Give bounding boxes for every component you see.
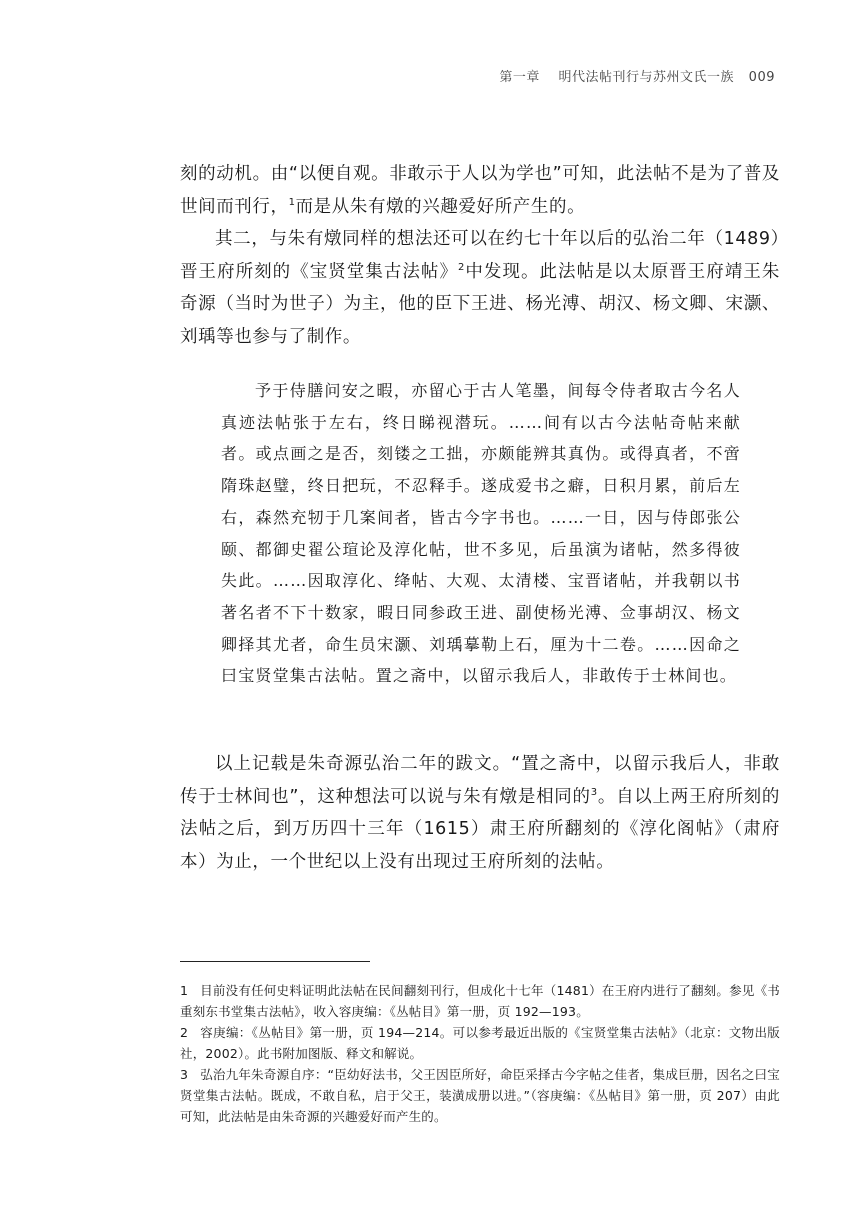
block-quote-text: 予于侍膳问安之暇，亦留心于古人笔墨，间每令侍者取古今名人真迹法帖张于左右，终日睇视潜玩。……间有以古今法帖奇帖来献者。或点画之是否，刻镂之工拙，亦颇能辨其真伪。或得真者，不啻隋珠赵璧，终日把玩，不忍释手。遂成爱书之癖，日积月累，前后左右，森然充牣于几案间者，皆古今字书也。……一日，因与侍郎张公颐、都御史翟公瑄论及淳化帖，世不多见，后虽演为诸帖，然多得彼失此。……因取淳化、绛帖、大观、太清楼、宝晋诸帖，并我朝以书著名者不下十数家，暇日同参政王进、副使杨光溥、佥事胡汉、杨文卿择其尤者，命生员宋灏、刘瑀摹勒上石，厘为十二卷。……因命之曰宝贤堂集古法帖。置之斋中，以留示我后人，非敢传于士林间也。 — [221, 381, 741, 686]
paragraph-2-text-a: 其二，与朱有燉同样的想法还可以在约七十年以后的弘治二年（1489）晋王府所刻的《宝贤堂集古法帖》 — [180, 229, 780, 282]
footnote-divider — [180, 961, 370, 962]
paragraph-2 — [180, 223, 780, 353]
page-number: 009 — [748, 70, 775, 85]
paragraph-3-text-a: 以上记载是朱奇源弘治二年的跋文。“置之斋中，以留示我后人，非敢传于士林间也”，这种想法可以说与朱有燉是相同的 — [180, 754, 780, 807]
footnote-3-text: 弘治九年朱奇源自序：“臣幼好法书，父王因臣所好，命臣采择古今字帖之佳者，集成巨册，因名之曰宝贤堂集古法帖。既成，不敢自私，启于父王，装潢成册以进。”（容庚编：《丛帖目》第一册，页 207）由此可知，此法帖是由朱奇源的兴趣爱好而产生的。 — [180, 1067, 780, 1124]
footnote-ref-2: 2 — [457, 261, 465, 273]
main-text — [180, 158, 780, 353]
footnote-1-number: 1 — [180, 983, 189, 998]
footnotes — [180, 980, 780, 1127]
paragraph-2-text-b: 中发现。此法帖是以太原晋王府靖王朱奇源（当时为世子）为主，他的臣下王进、杨光溥、胡汉、杨文卿、宋灏、刘瑀等也参与了制作。 — [180, 261, 780, 347]
footnote-1-text: 目前没有任何史料证明此法帖在民间翻刻刊行，但成化十七年（1481）在王府内进行了翻刻。参见《书重刻东书堂集古法帖》，收入容庚编：《丛帖目》第一册，页 192—193。 — [180, 983, 780, 1019]
footnote-ref-1: 1 — [288, 196, 296, 208]
chapter-label: 第一章 — [499, 70, 540, 85]
paragraph-1-text-b: 而是从朱有燉的兴趣爱好所产生的。 — [295, 196, 586, 217]
footnote-1 — [180, 980, 780, 1022]
chapter-title: 明代法帖刊行与苏州文氏一族 — [558, 70, 735, 85]
footnote-2 — [180, 1022, 780, 1064]
footnote-2-text: 容庚编：《丛帖目》第一册，页 194—214。可以参考最近出版的《宝贤堂集古法帖》（北京：文物出版社，2002）。此书附加图版、释文和解说。 — [180, 1025, 780, 1061]
paragraph-3-text-b: 。自以上两王府所刻的法帖之后，到万历四十三年（1615）肃王府所翻刻的《淳化阁帖》（肃府本）为止，一个世纪以上没有出现过王府所刻的法帖。 — [180, 786, 780, 872]
main-text-continued — [180, 748, 780, 878]
paragraph-1-text-a: 刻的动机。由“以便自观。非敢示于人以为学也”可知，此法帖不是为了普及世间而刊行， — [180, 164, 780, 217]
running-header — [499, 66, 775, 85]
block-quote — [221, 375, 741, 692]
footnote-3-number: 3 — [180, 1067, 189, 1082]
paragraph-1 — [180, 158, 780, 223]
paragraph-3 — [180, 748, 780, 878]
footnote-3 — [180, 1064, 780, 1127]
footnote-ref-3: 3 — [590, 786, 598, 798]
footnote-2-number: 2 — [180, 1025, 189, 1040]
